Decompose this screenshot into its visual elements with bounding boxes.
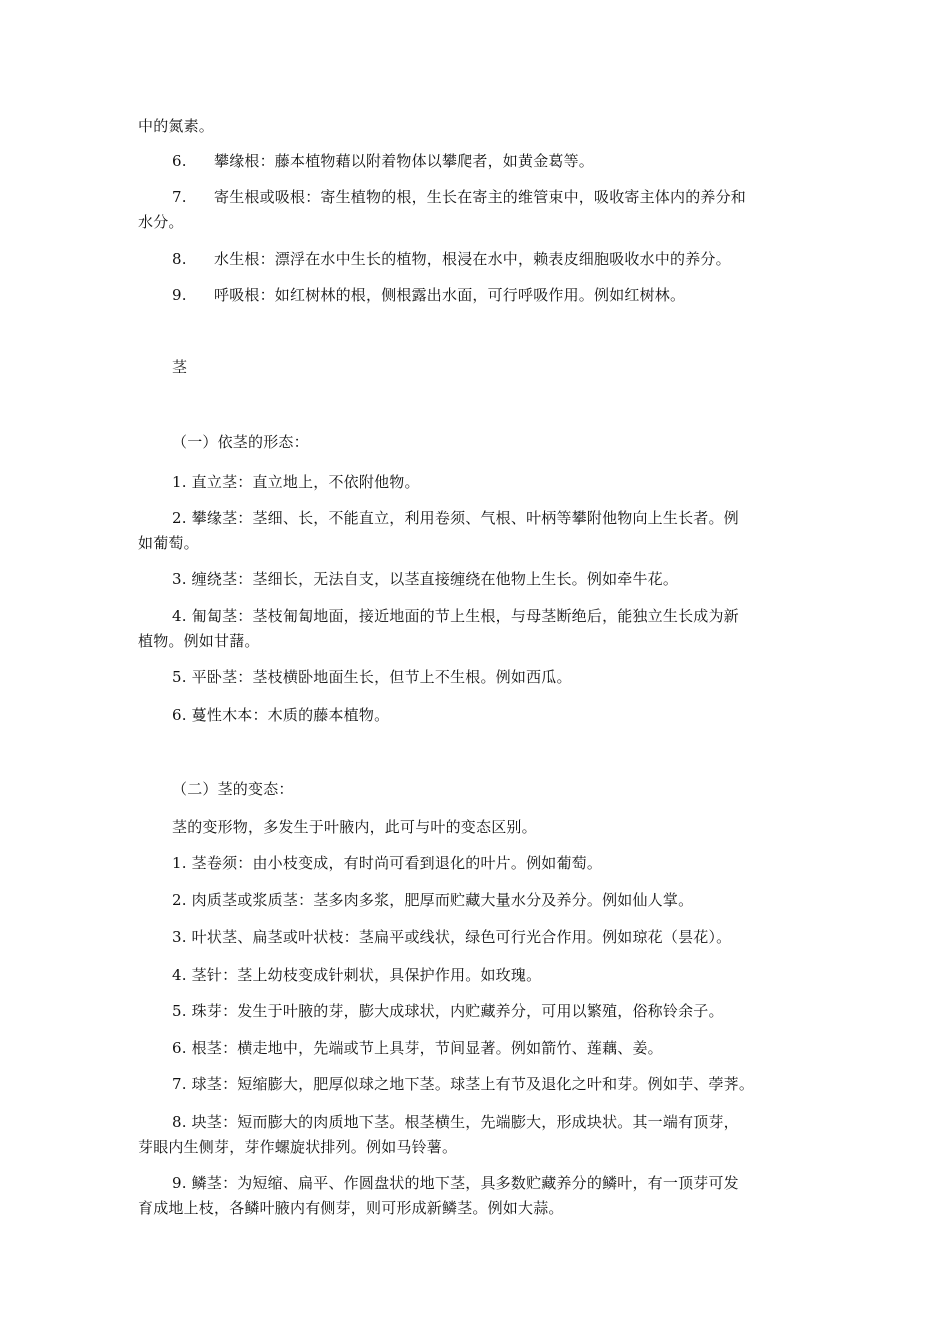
list-item: 1. 直立茎：直立地上，不依附他物。 (172, 473, 420, 491)
list-item: 2. 肉质茎或浆质茎：茎多肉多浆，肥厚而贮藏大量水分及养分。例如仙人掌。 (172, 891, 694, 909)
list-item: 4. 匍匐茎：茎枝匍匐地面，接近地面的节上生根，与母茎断绝后，能独立生长成为新 (172, 607, 739, 625)
list-item-continuation: 水分。 (138, 213, 184, 231)
list-item: 3. 叶状茎、扁茎或叶状枝：茎扁平或线状，绿色可行光合作用。例如琼花（昙花）。 (172, 928, 732, 946)
list-item: 6. 蔓性木本：木质的藤本植物。 (172, 706, 390, 724)
list-item-continuation: 芽眼内生侧芽，芽作螺旋状排列。例如马铃薯。 (138, 1138, 458, 1156)
list-item-number: 8. (172, 250, 187, 268)
subsection-title: （二）茎的变态： (172, 780, 294, 798)
list-item: 5. 平卧茎：茎枝横卧地面生长，但节上不生根。例如西瓜。 (172, 668, 572, 686)
list-item: 1. 茎卷须：由小枝变成，有时尚可看到退化的叶片。例如葡萄。 (172, 854, 603, 872)
list-item-number: 6. (172, 152, 187, 170)
list-item-continuation: 植物。例如甘藷。 (138, 632, 260, 650)
list-item: 7. 球茎：短缩膨大，肥厚似球之地下茎。球茎上有节及退化之叶和芽。例如芋、荸荠。 (172, 1075, 755, 1093)
list-item: 3. 缠绕茎：茎细长，无法自支，以茎直接缠绕在他物上生长。例如牵牛花。 (172, 570, 679, 588)
list-item-continuation: 如葡萄。 (138, 534, 199, 552)
list-item: 呼吸根：如红树林的根，侧根露出水面，可行呼吸作用。例如红树林。 (214, 286, 686, 304)
list-item: 8. 块茎：短而膨大的肉质地下茎。根茎横生，先端膨大，形成块状。其一端有顶芽， (172, 1113, 739, 1131)
list-item: 水生根：漂浮在水中生长的植物，根浸在水中，赖表皮细胞吸收水中的养分。 (214, 250, 731, 268)
paragraph-continuation: 中的氮素。 (138, 117, 215, 135)
list-item-continuation: 育成地上枝，各鳞叶腋内有侧芽，则可形成新鳞茎。例如大蒜。 (138, 1199, 564, 1217)
list-item-number: 9. (172, 286, 187, 304)
subsection-intro: 茎的变形物，多发生于叶腋内，此可与叶的变态区别。 (172, 818, 537, 836)
section-heading: 茎 (172, 358, 188, 376)
list-item: 9. 鳞茎：为短缩、扁平、作圆盘状的地下茎，具多数贮藏养分的鳞叶，有一顶芽可发 (172, 1174, 739, 1192)
list-item: 寄生根或吸根：寄生植物的根，生长在寄主的维管束中，吸收寄主体内的养分和 (214, 188, 747, 206)
list-item: 攀缘根：藤本植物藉以附着物体以攀爬者，如黄金葛等。 (214, 152, 595, 170)
list-item-number: 7. (172, 188, 187, 206)
list-item: 6. 根茎：横走地中，先端或节上具芽，节间显著。例如箭竹、莲藕、姜。 (172, 1039, 663, 1057)
list-item: 4. 茎针：茎上幼枝变成针刺状，具保护作用。如玫瑰。 (172, 966, 542, 984)
list-item: 2. 攀缘茎：茎细、长，不能直立，利用卷须、气根、叶柄等攀附他物向上生长者。例 (172, 509, 739, 527)
subsection-title: （一）依茎的形态： (172, 433, 309, 451)
list-item: 5. 珠芽：发生于叶腋的芽，膨大成球状，内贮藏养分，可用以繁殖，俗称铃余子。 (172, 1002, 724, 1020)
